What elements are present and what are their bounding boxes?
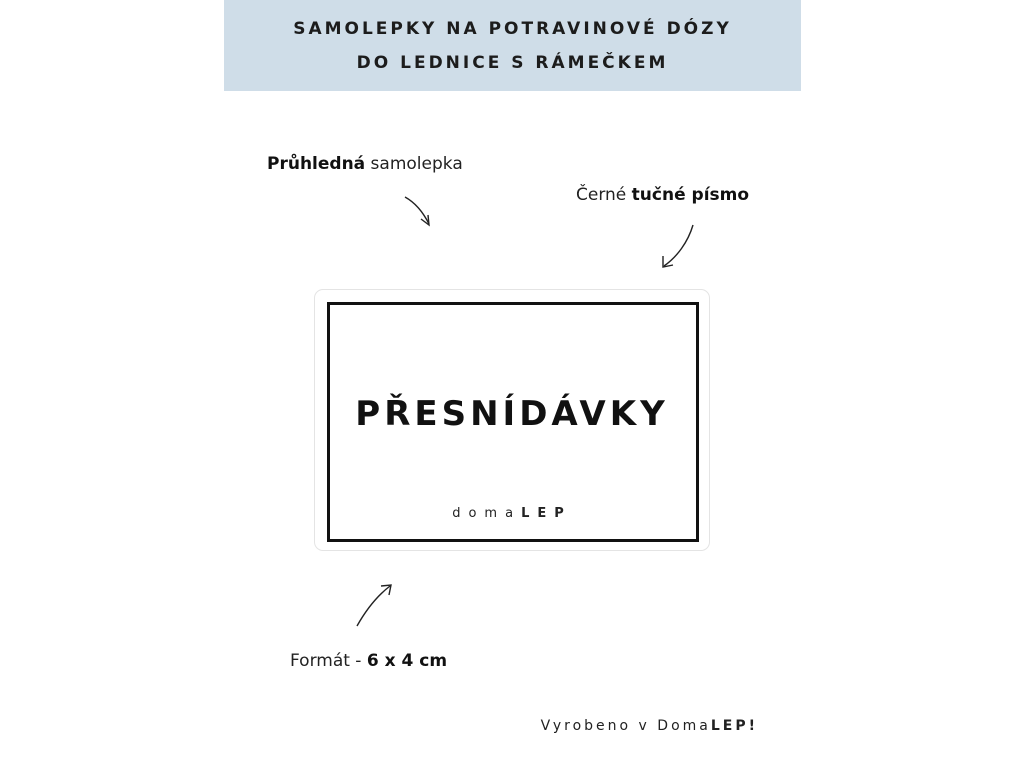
arrow-icon-font: [655, 220, 699, 272]
bold-font-callout: [576, 185, 749, 205]
sticker-preview: [314, 289, 710, 551]
font-callout-text: Černé: [576, 185, 632, 205]
header-title-line2: DO LEDNICE S RÁMEČKEM: [356, 52, 669, 73]
arrow-icon-format: [350, 578, 398, 632]
format-callout: [290, 651, 447, 671]
transparent-callout-text: samolepka: [365, 154, 463, 174]
format-callout-bold: 6 x 4 cm: [366, 651, 448, 671]
footer-credit-text: Vyrobeno v Doma: [540, 718, 711, 734]
arrow-icon-transparent: [398, 190, 438, 232]
footer-credit-bold: LEP!: [710, 718, 758, 734]
transparent-callout-bold: Průhledná: [267, 154, 366, 174]
sticker-title: PŘESNÍDÁVKY: [355, 394, 669, 434]
sticker-brand-bold: LEP: [521, 506, 572, 521]
sticker-brand-regular: doma: [452, 506, 522, 521]
footer-credit: [541, 718, 758, 734]
header-banner: [224, 0, 801, 91]
header-title-line1: SAMOLEPKY NA POTRAVINOVÉ DÓZY: [293, 18, 732, 39]
format-callout-text: Formát -: [290, 651, 367, 671]
transparent-sticker-callout: [267, 154, 463, 174]
sticker-brand-logo: [315, 506, 709, 521]
font-callout-bold: tučné písmo: [631, 185, 750, 205]
